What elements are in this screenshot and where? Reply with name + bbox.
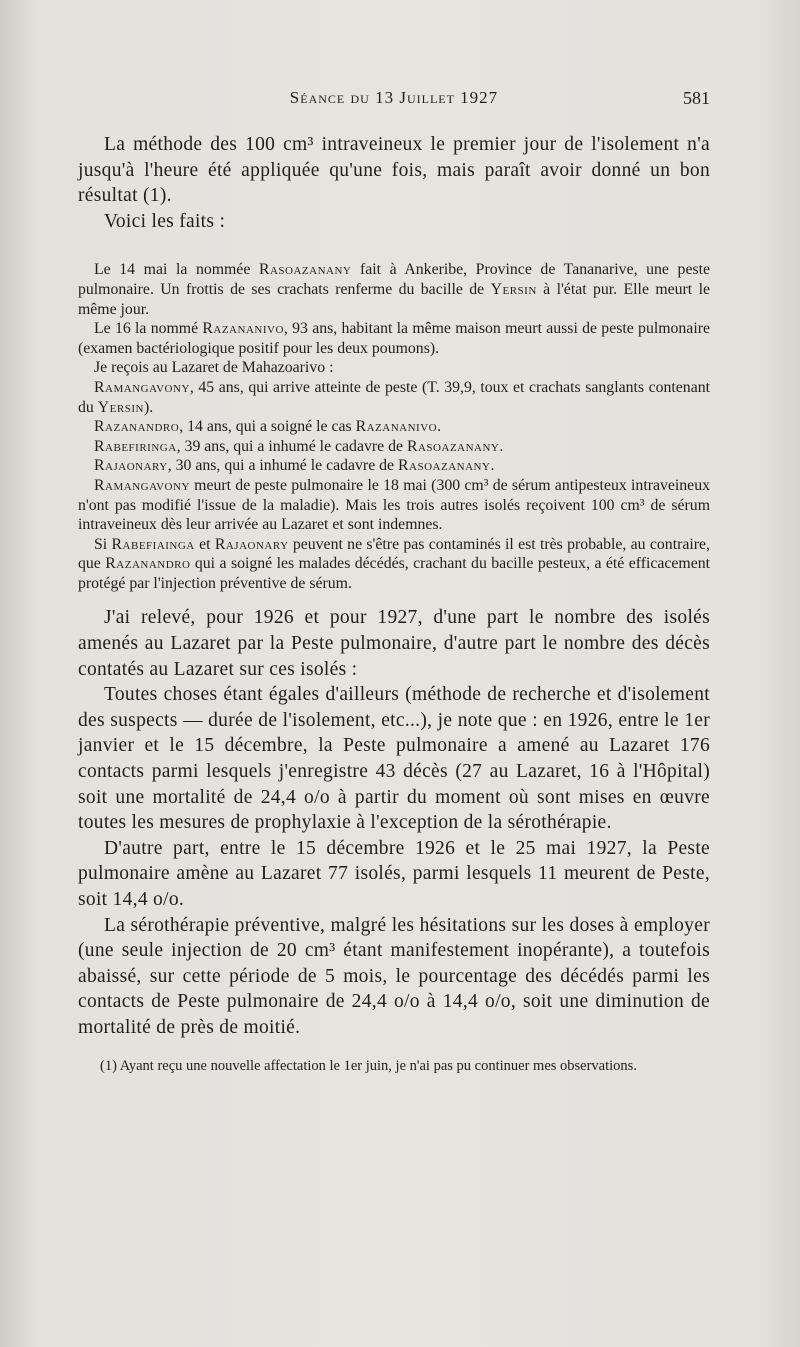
patient-name: Rajaonary [214,535,289,553]
case-paragraph: Rajaonary, 30 ans, qui a inhumé le cadavre de Rasoazanany. [94,457,495,475]
case-report [78,260,710,593]
page-header [78,88,710,114]
patient-name: Rabefiainga [111,535,195,553]
bacillus-name: Yersin [490,280,537,298]
patient-name: Rasoazanany [406,437,500,455]
bacillus-name: Yersin [97,398,144,416]
patient-name: Razanandro [105,555,191,573]
case-paragraph: Razanandro, 14 ans, qui a soigné le cas Razananivo. [94,418,442,436]
running-title: Séance du 13 Juillet 1927 [289,88,499,107]
patient-name: Rasoazanany [258,261,352,279]
analysis-section [78,605,710,1040]
patient-name: Ramangavony [94,378,190,396]
analysis-paragraph: La sérothérapie préventive, malgré les hésitations sur les doses à employer (une seule injection de 20 cm³ étant manifestement inopérante), a toutefois abaissé, sur cette période de 5 mois, le pourcentage des décédés parmi les contacts de Peste pulmonaire de 24,4 o/o à 14,4 o/o, soit une diminution de mortalité de près de moitié. [78,914,710,1038]
footnote: (1) Ayant reçu une nouvelle affectation le 1er juin, je n'ai pas pu continuer mes observations. [100,1057,637,1074]
patient-name: Razananivo [202,320,284,338]
analysis-paragraph: Toutes choses étant égales d'ailleurs (méthode de recherche et d'isolement des suspects — durée de l'isolement, etc...), je note que : en 1926, entre le 1er janvier et le 15 décembre, la Peste pulmonaire a amené au Lazaret 176 contacts parmi lesquels j'enregistre 43 décès (27 au Lazaret, 16 à l'Hôpital) soit une mortalité de 24,4 o/o à partir du moment où sont mises en œuvre toutes les mesures de prophylaxie à l'exception de la sérothérapie. [78,684,710,834]
intro-paragraph: La méthode des 100 cm³ intraveineux le premier jour de l'isolement n'a jusqu'à l'heure été appliquée qu'une fois, mais paraît avoir donné un bon résultat (1). [78,134,710,207]
patient-name: Rasoazanany [398,457,491,475]
page-number: 581 [683,88,710,108]
patient-name: Razanandro [94,418,180,436]
patient-name: Rabefiringa [94,437,177,455]
case-paragraph: Ramangavony meurt de peste pulmonaire le 18 mai (300 cm³ de sérum antipesteux intraveineux n'ont pas modifié l'issue de la maladie). Mais les trois autres isolés reçoivent 100 cm³ de sérum intraveineux dès leur arrivée au Lazaret et sont indemnes. [78,476,710,534]
case-paragraph: Si Rabefiainga et Rajaonary peuvent ne s'être pas contaminés il est très probable, au contraire, que Razanandro qui a soigné les malades décédés, crachant du bacille pesteux, a été efficacement protégé par l'injection préventive de sérum. [78,535,710,592]
page-body [78,132,710,1076]
patient-name: Ramangavony [94,476,190,494]
case-paragraph: Le 16 la nommé Razananivo, 93 ans, habitant la même maison meurt aussi de peste pulmonaire (examen bactériologique positif pour les deux poumons). [78,320,710,357]
case-paragraph: Le 14 mai la nommée Rasoazanany fait à Ankeribe, Province de Tananarive, une peste pulmonaire. Un frottis de ses crachats renferme du bacille de Yersin à l'état pur. Elle meurt le même jour. [78,261,711,318]
intro-lead: Voici les faits : [104,210,226,232]
case-paragraph: Rabefiringa, 39 ans, qui a inhumé le cadavre de Rasoazanany. [94,437,504,455]
patient-name: Razananivo [355,418,438,436]
intro-section [78,132,710,234]
analysis-paragraph: D'autre part, entre le 15 décembre 1926 et le 25 mai 1927, la Peste pulmonaire amène au Lazaret 77 isolés, parmi lesquels 11 meurent de Peste, soit 14,4 o/o. [78,837,710,910]
case-paragraph: Je reçois au Lazaret de Mahazoarivo : [94,359,334,377]
case-paragraph: Ramangavony, 45 ans, qui arrive atteinte de peste (T. 39,9, toux et crachats sanglants contenant du Yersin). [78,378,710,416]
patient-name: Rajaonary [94,457,168,475]
analysis-paragraph: J'ai relevé, pour 1926 et pour 1927, d'une part le nombre des isolés amenés au Lazaret par la Peste pulmonaire, d'autre part le nombre des décès contatés au Lazaret sur ces isolés : [78,607,710,680]
